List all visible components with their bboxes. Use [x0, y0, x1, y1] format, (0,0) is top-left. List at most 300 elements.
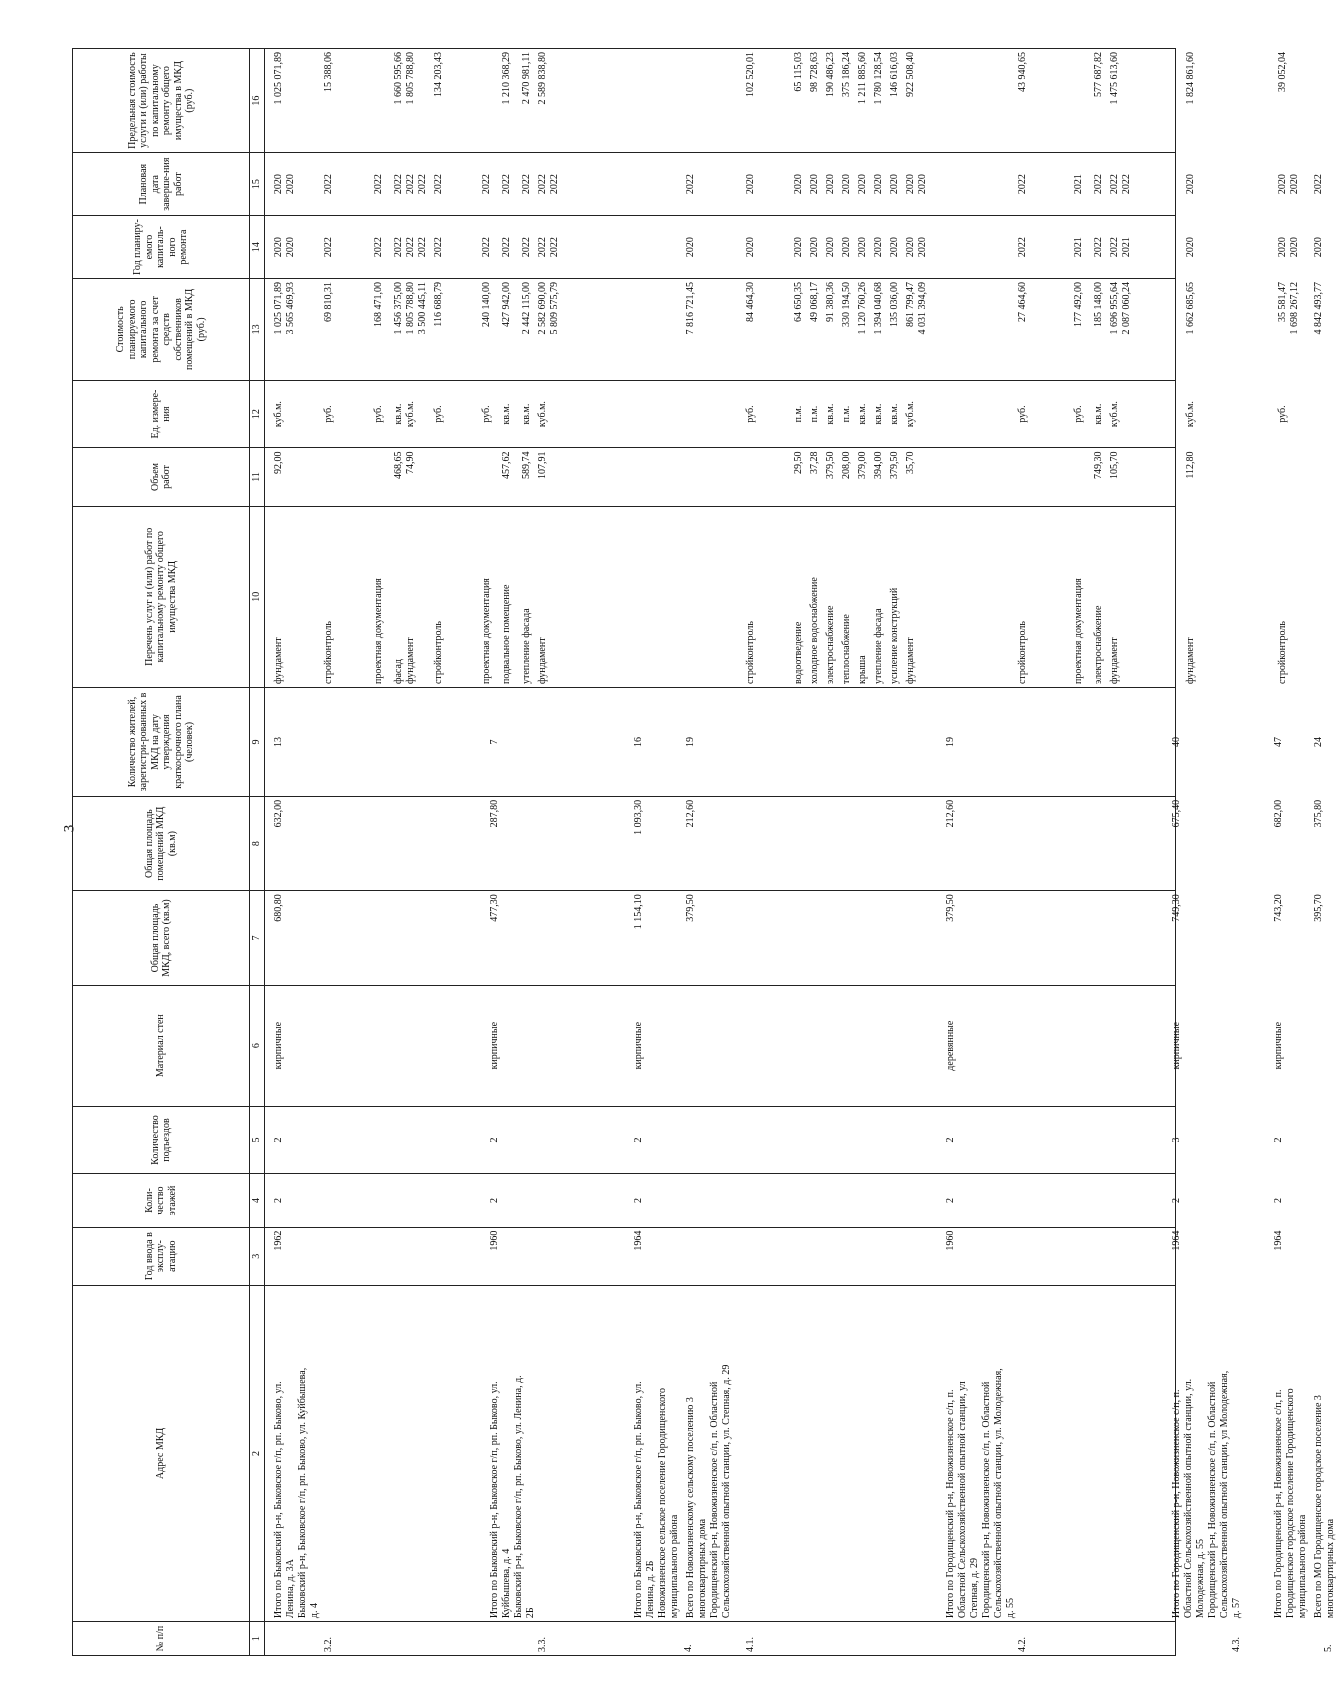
cell-text-16: 98 728,63: [809, 52, 820, 92]
cell-text-14: 2022: [521, 237, 532, 258]
cell-text-11: 92,00: [273, 451, 284, 474]
cell-text-16: 375 186,24: [841, 52, 852, 97]
cell-text-13: 1 662 685,65: [1185, 282, 1196, 335]
column-number-row: [250, 49, 265, 1656]
cell-text-14: 2020: [873, 237, 884, 258]
cell-text-15: 2020: [793, 174, 804, 195]
cell-text-13: 4 842 493,77: [1313, 282, 1324, 335]
cell-text-10: утепление фасада: [873, 608, 884, 685]
cell-text-16: 922 508,40: [905, 52, 916, 97]
cell-text-14: 2022: [373, 237, 384, 258]
cell-text-6: кирпичные: [489, 1021, 500, 1070]
cell-text-13: 3 500 445,11: [417, 282, 428, 335]
cell-text-2: Городищенский р-н, Новожизненское с/п, п. Областной: [1207, 1381, 1218, 1619]
cell-text-14: 2022: [481, 237, 492, 258]
cell-text-4: 2: [489, 1198, 500, 1204]
cell-text-8: 632,00: [273, 799, 284, 828]
cell-text-12: кв.м.: [521, 403, 532, 425]
column-number-13: 13: [250, 279, 265, 381]
cell-text-3: 1962: [273, 1230, 284, 1251]
cell-text-2: Быковский р-н, Быковское г/п, рп. Быково, ул. Куйбышева,: [297, 1367, 308, 1619]
cell-text-2: многоквартирных дома: [1325, 1518, 1336, 1619]
cell-text-12: п.м.: [793, 405, 804, 423]
cell-text-14: 2020: [1185, 237, 1196, 258]
column-header-2: Адрес МКД: [73, 1285, 250, 1621]
cell-text-5: 2: [945, 1137, 956, 1143]
cell-text-4: 2: [633, 1198, 644, 1204]
cell-text-15: 2022: [433, 174, 444, 195]
cell-text-2: 2Б: [525, 1607, 536, 1619]
cell-text-14: 2022: [323, 237, 334, 258]
cell-text-2: Всего по Новожизненскому сельскому поселению 3: [685, 1397, 696, 1619]
column-header-5: Количество подъездов: [73, 1106, 250, 1174]
cell-text-4: 2: [1273, 1198, 1284, 1204]
cell-text-10: усиление конструкций: [889, 587, 900, 685]
cell-text-15: 2022: [481, 174, 492, 195]
cell-text-12: руб.: [1017, 405, 1028, 423]
cell-text-7: 379,50: [685, 894, 696, 922]
cell-text-10: проектная документация: [481, 578, 492, 685]
cell-text-14: 2020: [905, 237, 916, 258]
cell-text-10: электроснабжение: [825, 605, 836, 685]
cell-text-14: 2022: [393, 237, 404, 258]
cell-text-2: Ленина, д. 2Б: [645, 1560, 656, 1619]
cell-text-8: 287,80: [489, 799, 500, 828]
rotated-page: [72, 48, 1336, 1656]
cell-text-12: куб.м.: [1185, 401, 1196, 428]
cell-text-11: 379,00: [857, 451, 868, 479]
cell-text-12: п.м.: [841, 405, 852, 423]
cell-text-10: фундамент: [1185, 637, 1196, 685]
cell-text-14: 2020: [745, 237, 756, 258]
cell-text-14: 2022: [417, 237, 428, 258]
cell-text-7: 680,80: [273, 894, 284, 922]
cell-text-10: фундамент: [273, 637, 284, 685]
cell-text-10: стройконтроль: [1017, 621, 1028, 685]
cell-text-13: 7 816 721,45: [685, 282, 696, 335]
cell-text-12: руб.: [745, 405, 756, 423]
cell-text-16: 1 210 368,29: [501, 52, 512, 105]
cell-text-2: Степная, д. 29: [969, 1557, 980, 1619]
cell-text-10: крыша: [857, 655, 868, 685]
cell-text-11: 379,50: [825, 451, 836, 479]
cell-text-4: 2: [1171, 1198, 1182, 1204]
cell-text-1: 3.2.: [323, 1637, 334, 1652]
cell-text-2: многоквартирных дома: [697, 1518, 708, 1619]
column-header-14: Год планиру-емого капиталь-ного ремонта: [73, 216, 250, 279]
cell-text-7: 395,70: [1313, 894, 1324, 922]
cell-text-2: д. 55: [1005, 1598, 1016, 1619]
cell-text-15: 2020: [745, 174, 756, 195]
cell-text-2: Областной Сельскохозяйственной опытной станции, ул: [957, 1381, 968, 1619]
cell-text-2: Городищенский р-н, Новожизненское с/п, п. Областной: [709, 1381, 720, 1619]
cell-text-12: кв.м.: [825, 403, 836, 425]
cell-text-6: кирпичные: [273, 1021, 284, 1070]
column-header-12: Ед. измере-ния: [73, 380, 250, 448]
cell-text-5: 2: [489, 1137, 500, 1143]
cell-text-14: 2022: [549, 237, 560, 258]
table-body-row: [265, 49, 1176, 1656]
cell-text-15: 2022: [405, 174, 416, 195]
cell-text-14: 2022: [1093, 237, 1104, 258]
cell-text-15: 2022: [537, 174, 548, 195]
cell-text-10: утепление фасада: [521, 608, 532, 685]
cell-text-14: 2021: [1073, 237, 1084, 258]
cell-text-16: 1 475 613,60: [1109, 52, 1120, 105]
cell-text-16: 1 660 595,66: [393, 52, 404, 105]
cell-text-14: 2020: [273, 237, 284, 258]
cell-text-2: муниципального района: [1297, 1514, 1308, 1619]
cell-text-15: 2020: [1277, 174, 1288, 195]
cell-text-13: 5 809 575,79: [549, 282, 560, 335]
cell-text-13: 64 650,35: [793, 282, 804, 323]
cell-text-15: 2022: [685, 174, 696, 195]
cell-text-15: 2021: [1073, 174, 1084, 195]
cell-text-6: кирпичные: [1171, 1021, 1182, 1070]
cell-text-6: кирпичные: [633, 1021, 644, 1070]
cell-text-15: 2022: [1121, 174, 1132, 195]
cell-text-10: подвальное помещение: [501, 584, 512, 685]
cell-text-15: 2020: [889, 174, 900, 195]
column-cell-14: [265, 216, 1324, 279]
cell-text-13: 177 492,00: [1073, 282, 1084, 328]
cell-text-5: 2: [1273, 1137, 1284, 1143]
cell-text-10: стройконтроль: [433, 621, 444, 685]
column-number-8: 8: [250, 796, 265, 890]
column-header-1: № п/п: [73, 1622, 250, 1656]
cell-text-11: 37,28: [809, 451, 820, 474]
cell-text-9: 13: [273, 736, 284, 747]
column-number-6: 6: [250, 985, 265, 1106]
header-row: [73, 49, 250, 1656]
cell-text-15: 2020: [857, 174, 868, 195]
cell-text-13: 135 036,00: [889, 282, 900, 328]
cell-text-2: Сельскохозяйственной опытной станции, ул. Молодежная,: [993, 1368, 1004, 1619]
column-number-12: 12: [250, 380, 265, 448]
cell-text-12: куб.м.: [905, 401, 916, 428]
cell-text-11: 379,50: [889, 451, 900, 479]
cell-text-12: руб.: [1277, 405, 1288, 423]
column-number-16: 16: [250, 49, 265, 153]
cell-text-13: 116 688,79: [433, 282, 444, 327]
cell-text-13: 1 805 788,80: [405, 282, 416, 335]
cell-text-14: 2020: [857, 237, 868, 258]
cell-text-10: водоотведение: [793, 621, 804, 685]
cell-text-14: 2020: [917, 237, 928, 258]
column-cell-6: [265, 985, 1284, 1106]
cell-text-3: 1960: [489, 1230, 500, 1251]
column-number-11: 11: [250, 448, 265, 506]
cell-text-15: 2020: [1289, 174, 1300, 195]
cell-text-5: 2: [273, 1137, 284, 1143]
column-number-3: 3: [250, 1227, 265, 1285]
cell-text-13: 35 581,47: [1277, 282, 1288, 323]
cell-text-15: 2022: [417, 174, 428, 195]
page-number: 3: [61, 824, 78, 833]
cell-text-13: 1 696 955,64: [1109, 282, 1120, 335]
cell-text-10: холодное водоснабжение: [809, 577, 820, 685]
cell-text-2: Молодежная, д. 55: [1195, 1538, 1206, 1619]
column-header-13: Стоимость планируемого капитального ремонта за счет средств собственников помещений в МКД (руб.): [73, 279, 250, 381]
column-header-15: Плановая дата заверше-ния работ: [73, 153, 250, 216]
cell-text-13: 49 068,17: [809, 282, 820, 323]
cell-text-11: 107,91: [537, 451, 548, 479]
cell-text-11: 589,74: [521, 451, 532, 479]
cell-text-15: 2022: [521, 174, 532, 195]
cell-text-9: 16: [633, 736, 644, 747]
cell-text-12: куб.м.: [273, 401, 284, 428]
cell-text-12: куб.м.: [537, 401, 548, 428]
column-cell-3: [265, 1227, 1284, 1285]
cell-text-7: 749,30: [1171, 894, 1182, 922]
cell-text-12: руб.: [433, 405, 444, 423]
cell-text-10: проектная документация: [373, 578, 384, 685]
cell-text-16: 1 780 128,54: [873, 52, 884, 105]
cell-text-8: 675,40: [1171, 799, 1182, 828]
column-header-4: Коли-чество этажей: [73, 1174, 250, 1227]
cell-text-1: 5.: [1323, 1644, 1334, 1652]
cell-text-10: проектная документация: [1073, 578, 1084, 685]
cell-text-3: 1964: [1273, 1230, 1284, 1251]
cell-text-4: 2: [945, 1198, 956, 1204]
cell-text-4: 2: [273, 1198, 284, 1204]
cell-text-13: 84 464,30: [745, 282, 756, 323]
cell-text-16: 2 589 838,80: [537, 52, 548, 105]
cell-text-14: 2022: [1109, 237, 1120, 258]
cell-text-13: 69 810,31: [323, 282, 334, 323]
cell-text-13: 1 025 071,89: [273, 282, 284, 335]
cell-text-14: 2020: [1277, 237, 1288, 258]
cell-text-14: 2020: [825, 237, 836, 258]
column-header-9: Количество жителей, зарегистри-рованных в МКД на дату утверждения краткосрочного плана (человек): [73, 688, 250, 797]
cell-text-2: Итого по Городищенский р-н, Новожизненское с/п, п.: [1171, 1389, 1182, 1619]
column-number-7: 7: [250, 891, 265, 985]
cell-text-15: 2022: [1313, 174, 1324, 195]
cell-text-12: кв.м.: [1093, 403, 1104, 425]
cell-text-15: 2020: [873, 174, 884, 195]
cell-text-13: 1 456 375,00: [393, 282, 404, 335]
cell-text-13: 2 442 115,00: [521, 282, 532, 335]
cell-text-16: 190 486,23: [825, 52, 836, 97]
cell-text-14: 2020: [1313, 237, 1324, 258]
cell-text-14: 2020: [809, 237, 820, 258]
cell-text-15: 2020: [825, 174, 836, 195]
cell-text-11: 74,90: [405, 451, 416, 474]
cell-text-16: 146 616,03: [889, 52, 900, 97]
cell-text-11: 749,30: [1093, 451, 1104, 479]
cell-text-10: фасад: [393, 659, 404, 685]
column-number-1: 1: [250, 1622, 265, 1656]
cell-text-2: Сельскохозяйственной опытной станции, ул. Степная, д. 29: [721, 1364, 732, 1619]
cell-text-15: 2022: [1109, 174, 1120, 195]
cell-text-13: 2 582 690,00: [537, 282, 548, 335]
cell-text-15: 2020: [273, 174, 284, 195]
cell-text-15: 2022: [549, 174, 560, 195]
cell-text-9: 19: [945, 736, 956, 747]
cell-text-10: фундамент: [537, 637, 548, 685]
cell-text-11: 29,50: [793, 451, 804, 474]
cell-text-12: куб.м.: [1109, 401, 1120, 428]
cell-text-10: стройконтроль: [1277, 621, 1288, 685]
cell-text-15: 2020: [285, 174, 296, 195]
cell-text-12: кв.м.: [857, 403, 868, 425]
cell-text-13: 427 942,00: [501, 282, 512, 328]
cell-text-10: фундамент: [1109, 637, 1120, 685]
cell-text-2: Сельскохозяйственной опытной станции, ул Молодежная,: [1219, 1370, 1230, 1619]
cell-text-2: д. 57: [1231, 1598, 1242, 1619]
column-cell-16: [265, 49, 1288, 153]
column-cell-8: [265, 796, 1324, 890]
column-header-8: Общая площадь помещений МКД (кв.м): [73, 796, 250, 890]
column-cell-5: [265, 1106, 1284, 1174]
cell-text-1: 4.1.: [745, 1637, 756, 1652]
cell-text-8: 212,60: [685, 799, 696, 828]
cell-text-13: 91 380,36: [825, 282, 836, 323]
cell-text-2: Итого по Быковский р-н, Быковское г/п, рп. Быково, ул.: [633, 1381, 644, 1619]
cell-text-2: Областной Сельскохозяйственной опытной станции, ул.: [1183, 1378, 1194, 1619]
cell-text-14: 2022: [537, 237, 548, 258]
column-cell-12: [265, 380, 1288, 448]
cell-text-6: деревянные: [945, 1020, 956, 1071]
cell-text-16: 1 824 861,60: [1185, 52, 1196, 105]
column-number-9: 9: [250, 688, 265, 797]
cell-text-13: 185 148,00: [1093, 282, 1104, 328]
cell-text-8: 375,80: [1313, 799, 1324, 828]
cell-text-6: кирпичные: [1273, 1021, 1284, 1070]
cell-text-12: руб.: [1073, 405, 1084, 423]
cell-text-12: кв.м.: [873, 403, 884, 425]
cell-text-10: теплоснабжение: [841, 614, 852, 685]
cell-text-16: 102 520,01: [745, 52, 756, 97]
cell-text-11: 394,00: [873, 451, 884, 479]
cell-text-16: 65 115,03: [793, 52, 804, 92]
cell-text-15: 2022: [323, 174, 334, 195]
cell-text-12: кв.м.: [889, 403, 900, 425]
cell-text-14: 2020: [1289, 237, 1300, 258]
cell-text-1: 4.: [683, 1644, 694, 1652]
cell-text-13: 240 140,00: [481, 282, 492, 328]
cell-text-14: 2020: [793, 237, 804, 258]
column-cell-2: [265, 1285, 1336, 1621]
cell-text-1: 3.3.: [537, 1637, 548, 1652]
cell-text-2: Быковский р-н, Быковское г/п, рп. Быково, ул. Ленина, д.: [513, 1375, 524, 1619]
cell-text-2: Итого по Быковский р-н, Быковское г/п, рп. Быково, ул.: [489, 1381, 500, 1619]
cell-text-1: 4.3.: [1231, 1637, 1242, 1652]
column-header-10: Перечень услуг и (или) работ по капитальному ремонту общего имущества МКД: [73, 506, 250, 688]
cell-text-11: 35,70: [905, 451, 916, 474]
cell-text-14: 2021: [1121, 237, 1132, 258]
cell-text-14: 2020: [841, 237, 852, 258]
cell-text-15: 2022: [501, 174, 512, 195]
cell-text-13: 1 394 040,68: [873, 282, 884, 335]
cell-text-11: 208,00: [841, 451, 852, 479]
column-header-16: Предельная стоимость услуги и (или) работы по капитальному ремонту общего имущества в МКД (руб.): [73, 49, 250, 153]
cell-text-16: 43 940,65: [1017, 52, 1028, 92]
cell-text-14: 2022: [433, 237, 444, 258]
cell-text-16: 39 052,04: [1277, 52, 1288, 92]
cell-text-12: руб.: [373, 405, 384, 423]
cell-text-14: 2020: [889, 237, 900, 258]
cell-text-12: руб.: [481, 405, 492, 423]
cell-text-11: 105,70: [1109, 451, 1120, 479]
cell-text-14: 2020: [685, 237, 696, 258]
cell-text-15: 2022: [1017, 174, 1028, 195]
cell-text-1: 4.2.: [1017, 1637, 1028, 1652]
column-number-4: 4: [250, 1174, 265, 1227]
cell-text-16: 1 805 788,80: [405, 52, 416, 105]
column-number-2: 2: [250, 1285, 265, 1621]
cell-text-2: Всего по МО Городищенское городское поселение 3: [1313, 1395, 1324, 1619]
cell-text-13: 330 194,50: [841, 282, 852, 328]
column-cell-10: [265, 506, 1288, 688]
cell-text-9: 19: [685, 736, 696, 747]
cell-text-2: Новожизненское сельское поселение Городищенского: [657, 1388, 668, 1619]
cell-text-7: 743,20: [1273, 894, 1284, 922]
cell-text-2: Городищенский р-н, Новожизненское с/п, п. Областной: [981, 1381, 992, 1619]
cell-text-3: 1964: [1171, 1230, 1182, 1251]
cell-text-5: 3: [1171, 1137, 1182, 1143]
cell-text-15: 2020: [841, 174, 852, 195]
cell-text-13: 1 120 760,26: [857, 282, 868, 335]
cell-text-12: п.м.: [809, 405, 820, 423]
cell-text-2: Итого по Быковский р-н, Быковское г/п, рп. Быково, ул.: [273, 1381, 284, 1619]
cell-text-15: 2020: [1185, 174, 1196, 195]
cell-text-2: Ленина, д. 3А: [285, 1559, 296, 1619]
cell-text-2: Итого по Городищенский р-н, Новожизненское с/п, п.: [945, 1389, 956, 1619]
cell-text-16: 134 203,43: [433, 52, 444, 97]
cell-text-2: Итого по Городищенский р-н, Новожизненское с/п, п.: [1273, 1389, 1284, 1619]
cell-text-8: 682,00: [1273, 799, 1284, 828]
column-header-3: Год ввода в эксплу-атацию: [73, 1227, 250, 1285]
cell-text-14: 2022: [1017, 237, 1028, 258]
cell-text-13: 1 698 267,12: [1289, 282, 1300, 335]
cell-text-10: стройконтроль: [745, 621, 756, 685]
cell-text-16: 1 025 071,89: [273, 52, 284, 105]
cell-text-13: 2 087 060,24: [1121, 282, 1132, 335]
column-cell-15: [265, 153, 1324, 216]
cell-text-7: 379,50: [945, 894, 956, 922]
cell-text-14: 2020: [285, 237, 296, 258]
cell-text-15: 2022: [1093, 174, 1104, 195]
column-cell-1: [265, 1622, 1334, 1656]
cell-text-9: 47: [1273, 736, 1284, 747]
cell-text-14: 2022: [405, 237, 416, 258]
cell-text-5: 2: [633, 1137, 644, 1143]
cell-text-11: 112,80: [1185, 451, 1196, 479]
cell-text-7: 477,30: [489, 894, 500, 922]
cell-text-2: Куйбышева, д. 4: [501, 1548, 512, 1619]
cell-text-16: 577 687,82: [1093, 52, 1104, 97]
cell-text-11: 468,65: [393, 451, 404, 479]
cell-text-15: 2020: [917, 174, 928, 195]
cell-text-12: руб.: [323, 405, 334, 423]
cell-text-14: 2022: [501, 237, 512, 258]
column-header-11: Объем работ: [73, 448, 250, 506]
column-cell-4: [265, 1174, 1284, 1227]
cell-text-12: кв.м.: [501, 403, 512, 425]
cell-text-9: 24: [1313, 736, 1324, 747]
cell-text-15: 2022: [373, 174, 384, 195]
column-number-10: 10: [250, 506, 265, 688]
column-cell-13: [265, 279, 1324, 381]
column-header-6: Материал стен: [73, 985, 250, 1106]
cell-text-13: 168 471,00: [373, 282, 384, 328]
cell-text-8: 212,60: [945, 799, 956, 828]
column-cell-11: [265, 448, 1196, 506]
column-header-7: Общая площадь МКД, всего (кв.м): [73, 891, 250, 985]
cell-text-2: д. 4: [309, 1603, 320, 1619]
cell-text-15: 2020: [809, 174, 820, 195]
